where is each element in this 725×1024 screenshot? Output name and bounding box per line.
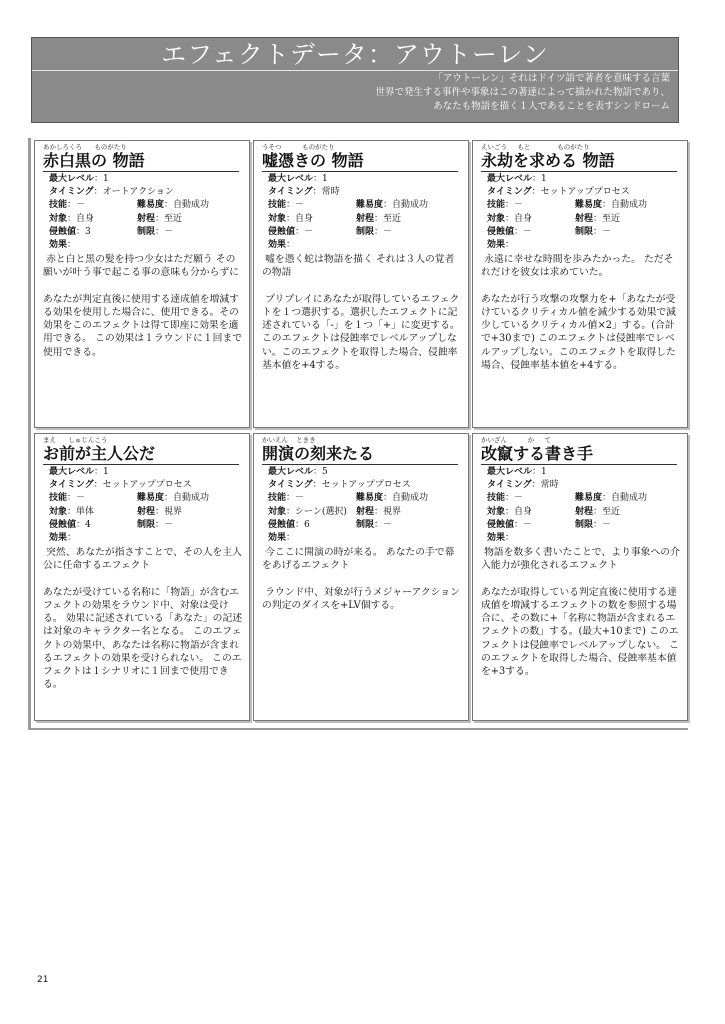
stat-value-timing: オートアクション <box>102 187 174 198</box>
stat-label-difficulty: 難易度 <box>575 200 603 211</box>
effect-card <box>253 433 469 721</box>
stat-row-erosion: 侵蝕値：－ 制限：－ <box>487 519 612 530</box>
effect-name-ruby: まえ しゅじんこう <box>43 436 108 444</box>
stat-value-difficulty: 自動成功 <box>173 200 210 211</box>
stat-row-max-level: 最大レベル：1 <box>49 174 109 184</box>
stat-row-target: 対象：シーン(選択) 射程：視界 <box>268 506 402 517</box>
stat-value-max_level: 5 <box>322 467 328 477</box>
stat-label-max_level: 最大レベル <box>49 174 95 184</box>
stat-label-range: 射程 <box>137 506 156 517</box>
effect-name: 改竄する書き手 <box>481 445 677 465</box>
stat-label-range: 射程 <box>575 506 594 517</box>
stat-value-timing: 常時 <box>321 187 340 198</box>
stat-label-difficulty: 難易度 <box>356 493 384 504</box>
effect-stats <box>43 173 249 252</box>
stat-row-skill: 技能：－ 難易度：自動成功 <box>49 200 210 211</box>
stat-value-skill: － <box>514 493 524 504</box>
stat-value-range: 視界 <box>164 506 183 517</box>
stat-label-effect: 効果 <box>487 533 506 544</box>
effect-name-ruby: かいざん か て <box>481 436 551 444</box>
stat-label-timing: タイミング <box>268 480 313 491</box>
stat-row-timing: タイミング：セットアッププロセス <box>487 187 630 198</box>
header-description: 「アウトーレン」それはドイツ語で著者を意味する言葉 世界で発生する事件や事象はこの著達によって描かれた物語であり、 あなたも物語を描く１人であることを表すシンドローム <box>375 73 670 112</box>
stat-label-difficulty: 難易度 <box>356 200 384 211</box>
stat-row-effect: 効果 ： <box>268 532 468 545</box>
effect-stats <box>262 466 468 545</box>
stat-value-timing: セットアッププロセス <box>321 480 411 491</box>
stat-value-skill: － <box>76 200 86 211</box>
stat-label-limit: 制限 <box>575 519 594 530</box>
stat-row-effect: 効果 ： <box>49 239 249 252</box>
stat-label-skill: 技能 <box>487 493 506 504</box>
stat-value-max_level: 1 <box>541 174 547 184</box>
stat-label-erosion: 侵蝕値 <box>487 226 515 237</box>
stat-value-erosion: － <box>304 226 314 237</box>
stat-row-timing: タイミング：セットアッププロセス <box>49 480 192 491</box>
effect-stats <box>481 173 687 252</box>
stat-row-target: 対象：自身 射程：至近 <box>49 213 183 224</box>
stat-row-skill: 技能：－ 難易度：自動成功 <box>268 200 429 211</box>
stat-label-limit: 制限 <box>575 226 594 237</box>
stat-value-difficulty: 自動成功 <box>611 200 648 211</box>
stat-value-timing: セットアッププロセス <box>102 480 192 491</box>
stat-value-limit: － <box>383 226 393 237</box>
effect-name-ruby: えいごう もと ものがたり <box>481 143 590 151</box>
stat-value-erosion: 3 <box>85 226 91 237</box>
stat-value-skill: － <box>76 493 86 504</box>
stat-label-target: 対象 <box>268 213 287 224</box>
effect-name-ruby: あかしろくろ ものがたり <box>43 143 127 151</box>
stat-value-erosion: 4 <box>85 519 91 530</box>
stat-label-difficulty: 難易度 <box>575 493 603 504</box>
stat-value-limit: － <box>602 226 612 237</box>
effect-description: 物語を数多く書いたことで、より事象への介入能力が強化されるエフェクト あなたが取得している判定直後に使用する達成値を増減するエフェクトの数を参照する場合に、その数に+「名称に物語が含まれるエフェクトの数」する。(最大+10まで) このエフェクトは侵蝕率でレベルアップしない。 このエフェクトを取得した場合、侵蝕率基本値を+3する。 <box>481 547 680 678</box>
stat-label-effect: 効果 <box>268 533 287 544</box>
stat-value-timing: 常時 <box>540 480 559 491</box>
stat-value-target: 自身 <box>514 506 533 517</box>
stat-value-limit: － <box>383 519 393 530</box>
stat-label-max_level: 最大レベル <box>487 467 533 477</box>
stat-row-timing: タイミング：セットアッププロセス <box>268 480 411 491</box>
stat-row-timing: タイミング：常時 <box>268 187 340 198</box>
stat-row-skill: 技能：－ 難易度：自動成功 <box>487 200 648 211</box>
stat-value-difficulty: 自動成功 <box>611 493 648 504</box>
stat-label-erosion: 侵蝕値 <box>268 519 296 530</box>
stat-value-limit: － <box>164 519 174 530</box>
stat-label-target: 対象 <box>487 213 506 224</box>
page-number: 21 <box>37 975 49 985</box>
stat-label-max_level: 最大レベル <box>487 174 533 184</box>
stat-value-target: 単体 <box>76 506 95 517</box>
stat-value-max_level: 1 <box>322 174 328 184</box>
stat-label-effect: 効果 <box>49 533 68 544</box>
effect-name: 永劫を求める 物語 <box>481 152 677 172</box>
stat-value-difficulty: 自動成功 <box>392 493 429 504</box>
stat-value-erosion: 6 <box>304 519 310 530</box>
effect-description: 永遠に幸せな時間を歩みたかった。 ただそれだけを彼女は求めていた。 あなたが行う攻撃の攻撃力を+「あなたが受けているクリティカル値を減少する効果で減少しているクリティカル値×2」する。(合計で+30まで) このエフェクトは侵蝕率でレベルアップしない。このエフェクトを取得した場合、侵蝕率基本値を+4する。 <box>481 254 676 371</box>
stat-label-erosion: 侵蝕値 <box>49 519 77 530</box>
stat-row-skill: 技能：－ 難易度：自動成功 <box>487 493 648 504</box>
stat-row-effect: 効果 ： <box>487 239 687 252</box>
effect-name-ruby: かいえん ときき <box>262 436 316 444</box>
effect-stats <box>43 466 249 545</box>
stat-label-skill: 技能 <box>49 200 68 211</box>
stat-row-max-level: 最大レベル：1 <box>487 467 547 477</box>
stat-row-erosion: 侵蝕値：－ 制限：－ <box>268 226 393 237</box>
stat-label-timing: タイミング <box>268 187 313 198</box>
stat-label-limit: 制限 <box>356 519 375 530</box>
stat-label-difficulty: 難易度 <box>137 200 165 211</box>
stat-row-erosion: 侵蝕値：6 制限：－ <box>268 519 393 530</box>
stat-label-target: 対象 <box>487 506 506 517</box>
stat-row-effect: 効果 ： <box>49 532 249 545</box>
effect-stats <box>481 466 687 545</box>
stat-label-max_level: 最大レベル <box>268 174 314 184</box>
stat-row-timing: タイミング：常時 <box>487 480 559 491</box>
stat-value-limit: － <box>602 519 612 530</box>
stat-label-erosion: 侵蝕値 <box>49 226 77 237</box>
stat-value-max_level: 1 <box>103 174 109 184</box>
stat-row-erosion: 侵蝕値：4 制限：－ <box>49 519 174 530</box>
stat-label-skill: 技能 <box>268 200 287 211</box>
stat-label-difficulty: 難易度 <box>137 493 165 504</box>
stat-label-range: 射程 <box>137 213 156 224</box>
stat-value-target: 自身 <box>295 213 314 224</box>
effect-name: 嘘憑きの 物語 <box>262 152 458 172</box>
effect-name: 赤白黒の 物語 <box>43 152 239 172</box>
stat-label-target: 対象 <box>268 506 287 517</box>
effect-card <box>34 140 250 428</box>
stat-label-effect: 効果 <box>268 240 287 251</box>
stat-value-target: シーン(選択) <box>295 506 347 517</box>
stat-row-skill: 技能：－ 難易度：自動成功 <box>49 493 210 504</box>
stat-label-effect: 効果 <box>487 240 506 251</box>
stat-value-range: 至近 <box>164 213 183 224</box>
effect-name: お前が主人公だ <box>43 445 239 465</box>
stat-label-skill: 技能 <box>268 493 287 504</box>
stat-value-max_level: 1 <box>541 467 547 477</box>
stat-label-target: 対象 <box>49 506 68 517</box>
stat-label-timing: タイミング <box>49 187 94 198</box>
stat-label-erosion: 侵蝕値 <box>268 226 296 237</box>
effect-card <box>472 140 688 428</box>
stat-value-timing: セットアッププロセス <box>540 187 630 198</box>
stat-label-max_level: 最大レベル <box>268 467 314 477</box>
stat-label-timing: タイミング <box>487 480 532 491</box>
stat-row-target: 対象：自身 射程：至近 <box>487 213 621 224</box>
effect-grid <box>28 138 688 730</box>
stat-label-skill: 技能 <box>49 493 68 504</box>
stat-row-skill: 技能：－ 難易度：自動成功 <box>268 493 429 504</box>
stat-label-timing: タイミング <box>49 480 94 491</box>
stat-row-effect: 効果 ： <box>268 239 468 252</box>
stat-value-max_level: 1 <box>103 467 109 477</box>
stat-label-limit: 制限 <box>137 519 156 530</box>
stat-value-target: 自身 <box>514 213 533 224</box>
effect-card <box>34 433 250 721</box>
stat-label-skill: 技能 <box>487 200 506 211</box>
effect-name: 開演の刻来たる <box>262 445 458 465</box>
effect-description: 今ここに開演の時が来る。 あなたの手で幕をあげるエフェクト ラウンド中、対象が行うメジャーアクションの判定のダイスを+LV個する。 <box>262 547 460 612</box>
header-divider <box>32 70 678 71</box>
stat-row-max-level: 最大レベル：1 <box>268 174 328 184</box>
stat-row-effect: 効果 ： <box>487 532 687 545</box>
stat-value-range: 至近 <box>602 506 621 517</box>
effect-name-ruby: うそつ ものがたり <box>262 143 335 151</box>
stat-value-target: 自身 <box>76 213 95 224</box>
stat-label-max_level: 最大レベル <box>49 467 95 477</box>
stat-label-range: 射程 <box>575 213 594 224</box>
effect-card <box>253 140 469 428</box>
stat-label-timing: タイミング <box>487 187 532 198</box>
stat-value-range: 視界 <box>383 506 402 517</box>
effect-stats <box>262 173 468 252</box>
effect-description: 赤と白と黒の髪を持つ少女はただ願う その願いが叶う事で起こる事の意味も分からずに あなたが判定直後に使用する達成値を増減する効果を使用した場合に、使用できる。その効果をこのエフェクトは得て即座に効果を適用できる。 この効果は１ラウンドに１回まで使用できる。 <box>43 254 243 358</box>
stat-row-target: 対象：自身 射程：至近 <box>487 506 621 517</box>
effect-card <box>472 433 688 721</box>
stat-row-max-level: 最大レベル：1 <box>487 174 547 184</box>
stat-value-difficulty: 自動成功 <box>392 200 429 211</box>
stat-row-erosion: 侵蝕値：－ 制限：－ <box>487 226 612 237</box>
stat-label-effect: 効果 <box>49 240 68 251</box>
stat-label-limit: 制限 <box>356 226 375 237</box>
stat-value-skill: － <box>295 200 305 211</box>
stat-row-max-level: 最大レベル：1 <box>49 467 109 477</box>
stat-value-skill: － <box>514 200 524 211</box>
stat-row-erosion: 侵蝕値：3 制限：－ <box>49 226 174 237</box>
stat-label-erosion: 侵蝕値 <box>487 519 515 530</box>
stat-label-target: 対象 <box>49 213 68 224</box>
effect-description: 突然、あなたが指さすことで、その人を主人公に任命するエフェクト あなたが受けている名称に「物語」が含むエフェクトの効果をラウンド中、対象は受ける。 効果に記述されている「あなた」の記述は対象のキャラクター名となる。 このエフェクトの効果中、あなたは名称に物語が含まれるエフェクトの効果を受けられない。 このエフェクトは１シナリオに１回まで使用できる。 <box>43 547 243 691</box>
effect-description: 嘘を憑く蛇は物語を描く それは３人の覚者の物語 プリプレイにあなたが取得しているエフェクトを１つ選択する。選択したエフェクトに記述されている「-」を１つ「+」に変更する。このエフェクトは侵蝕率でレベルアップしない。このエフェクトを取得した場合、侵蝕率基本値を+4する。 <box>262 254 460 371</box>
stat-value-range: 至近 <box>383 213 402 224</box>
stat-label-range: 射程 <box>356 506 375 517</box>
stat-value-erosion: － <box>523 226 533 237</box>
stat-row-target: 対象：自身 射程：至近 <box>268 213 402 224</box>
stat-value-erosion: － <box>523 519 533 530</box>
stat-value-range: 至近 <box>602 213 621 224</box>
stat-row-target: 対象：単体 射程：視界 <box>49 506 183 517</box>
stat-row-max-level: 最大レベル：5 <box>268 467 328 477</box>
stat-label-range: 射程 <box>356 213 375 224</box>
stat-label-limit: 制限 <box>137 226 156 237</box>
stat-value-limit: － <box>164 226 174 237</box>
stat-row-timing: タイミング：オートアクション <box>49 187 174 198</box>
stat-value-difficulty: 自動成功 <box>173 493 210 504</box>
stat-value-skill: － <box>295 493 305 504</box>
page-header <box>31 37 679 123</box>
page-title: エフェクトデータ：アウトーレン <box>161 40 549 69</box>
